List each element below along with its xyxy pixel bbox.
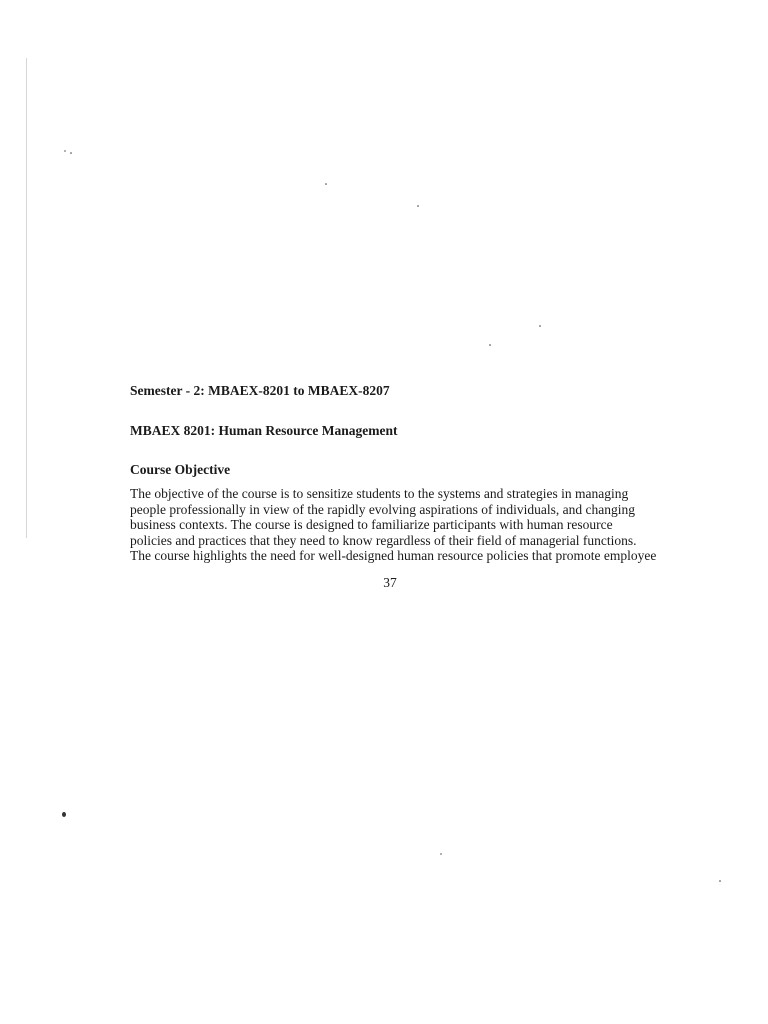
- scan-speck: [64, 150, 66, 152]
- course-objective-paragraph: [130, 486, 660, 564]
- section-heading-course-objective: Course Objective: [130, 462, 231, 477]
- page-number-container: [0, 574, 768, 592]
- scan-speck: [325, 183, 327, 185]
- document-body: [130, 382, 660, 564]
- page-number: 37: [383, 575, 397, 590]
- scan-speck: [489, 344, 491, 346]
- scan-speck: [539, 325, 541, 327]
- paragraph-line: policies and practices that they need to know regardless of their field of managerial functions.: [130, 532, 637, 548]
- scan-edge-line: [26, 58, 27, 538]
- course-title: MBAEX 8201: Human Resource Management: [130, 423, 398, 438]
- scan-speck: [417, 205, 419, 207]
- scan-speck: [440, 853, 442, 855]
- scan-speck: [62, 812, 66, 817]
- scan-speck: [70, 152, 72, 154]
- paragraph-line: people professionally in view of the rapidly evolving aspirations of individuals, and changing: [130, 501, 636, 517]
- semester-heading: Semester - 2: MBAEX-8201 to MBAEX-8207: [130, 383, 390, 398]
- paragraph-line: The objective of the course is to sensitize students to the systems and strategies in managing: [130, 486, 629, 501]
- paragraph-line: The course highlights the need for well-designed human resource policies that promote employee: [130, 548, 657, 563]
- paragraph-line: business contexts. The course is designed to familiarize participants with human resource: [130, 517, 613, 532]
- scan-speck: [719, 880, 721, 882]
